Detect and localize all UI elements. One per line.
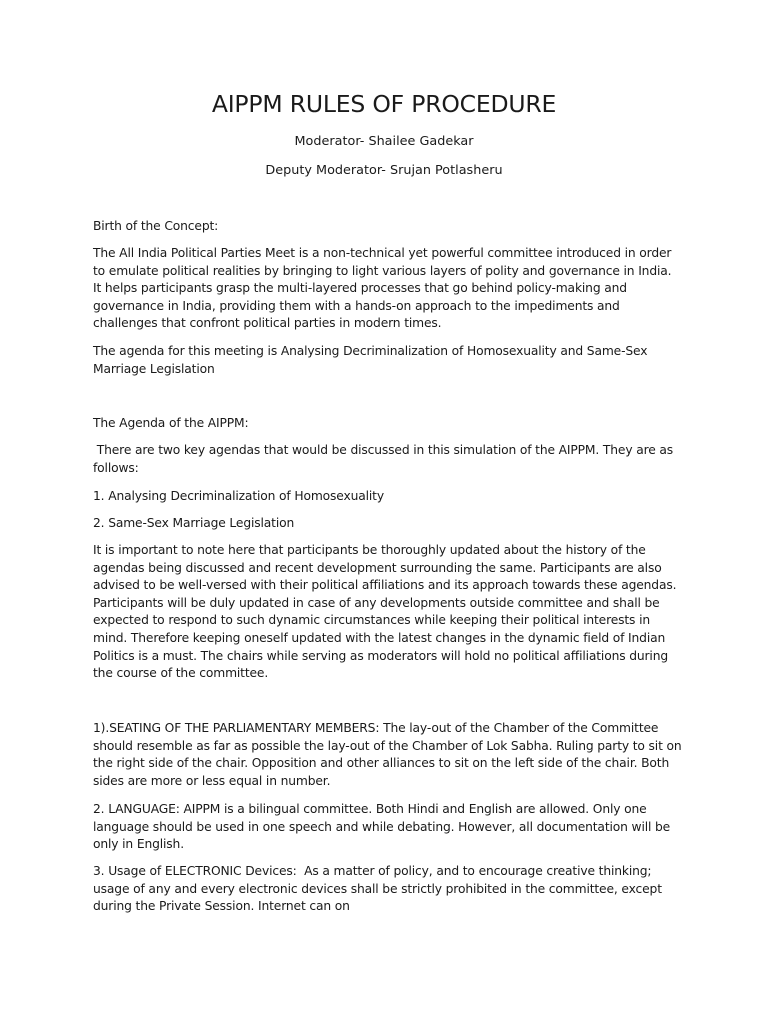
- section-heading-birth: Birth of the Concept:: [93, 219, 219, 233]
- section-heading-agenda: The Agenda of the AIPPM:: [93, 416, 249, 430]
- rule-seating: 1).SEATING OF THE PARLIAMENTARY MEMBERS: The lay-out of the Chamber of the Committee should resemble as far as possible the lay-out of the Chamber of Lok Sabha. Ruling party to sit on the right side of the chair. Opposition and other alliances to sit on the left side of the chair. Both sides are more or less equal in number.: [93, 721, 682, 788]
- paragraph-concept: The All India Political Parties Meet is a non-technical yet powerful committee introduced in order to emulate political realities by bringing to light various layers of polity and governance in India. It helps participants grasp the multi-layered processes that go behind policy-making and governance in India, providing them with a hands-on approach to the impediments and challenges that confront political parties in modern times.: [93, 246, 672, 331]
- paragraph-participants-note: It is important to note here that participants be thoroughly updated about the history of the agendas being discussed and recent development surrounding the same. Participants are also advised to be well-versed with their political affiliations and its approach towards these agendas. Participants will be duly updated in case of any developments outside committee and shall be expected to respond to such dynamic circumstances while keeping their political interests in mind. Therefore keeping oneself updated with the latest changes in the dynamic field of Indian Politics is a must. The chairs while serving as moderators will hold no political affiliations during the course of the committee.: [93, 543, 677, 681]
- list-item-agenda-1: 1. Analysing Decriminalization of Homosexuality: [93, 489, 384, 503]
- list-item-agenda-2: 2. Same-Sex Marriage Legislation: [93, 516, 295, 530]
- rule-electronic-devices: 3. Usage of ELECTRONIC Devices: As a matter of policy, and to encourage creative thinking; usage of any and every electronic devices shall be strictly prohibited in the committee, except during the Private Session. Internet can on: [93, 864, 666, 914]
- deputy-moderator-line: Deputy Moderator- Srujan Potlasheru: [265, 163, 503, 178]
- moderator-line: Moderator- Shailee Gadekar: [294, 134, 474, 149]
- paragraph-key-agendas: There are two key agendas that would be discussed in this simulation of the AIPPM. They are as follows:: [93, 443, 677, 475]
- document-title: AIPPM RULES OF PROCEDURE: [211, 90, 557, 118]
- rule-language: 2. LANGUAGE: AIPPM is a bilingual committee. Both Hindi and English are allowed. Only one language should be used in one speech and while debating. However, all documentation will be only in English.: [93, 802, 671, 852]
- paragraph-agenda-statement: The agenda for this meeting is Analysing Decriminalization of Homosexuality and Same-Sex Marriage Legislation: [93, 344, 648, 376]
